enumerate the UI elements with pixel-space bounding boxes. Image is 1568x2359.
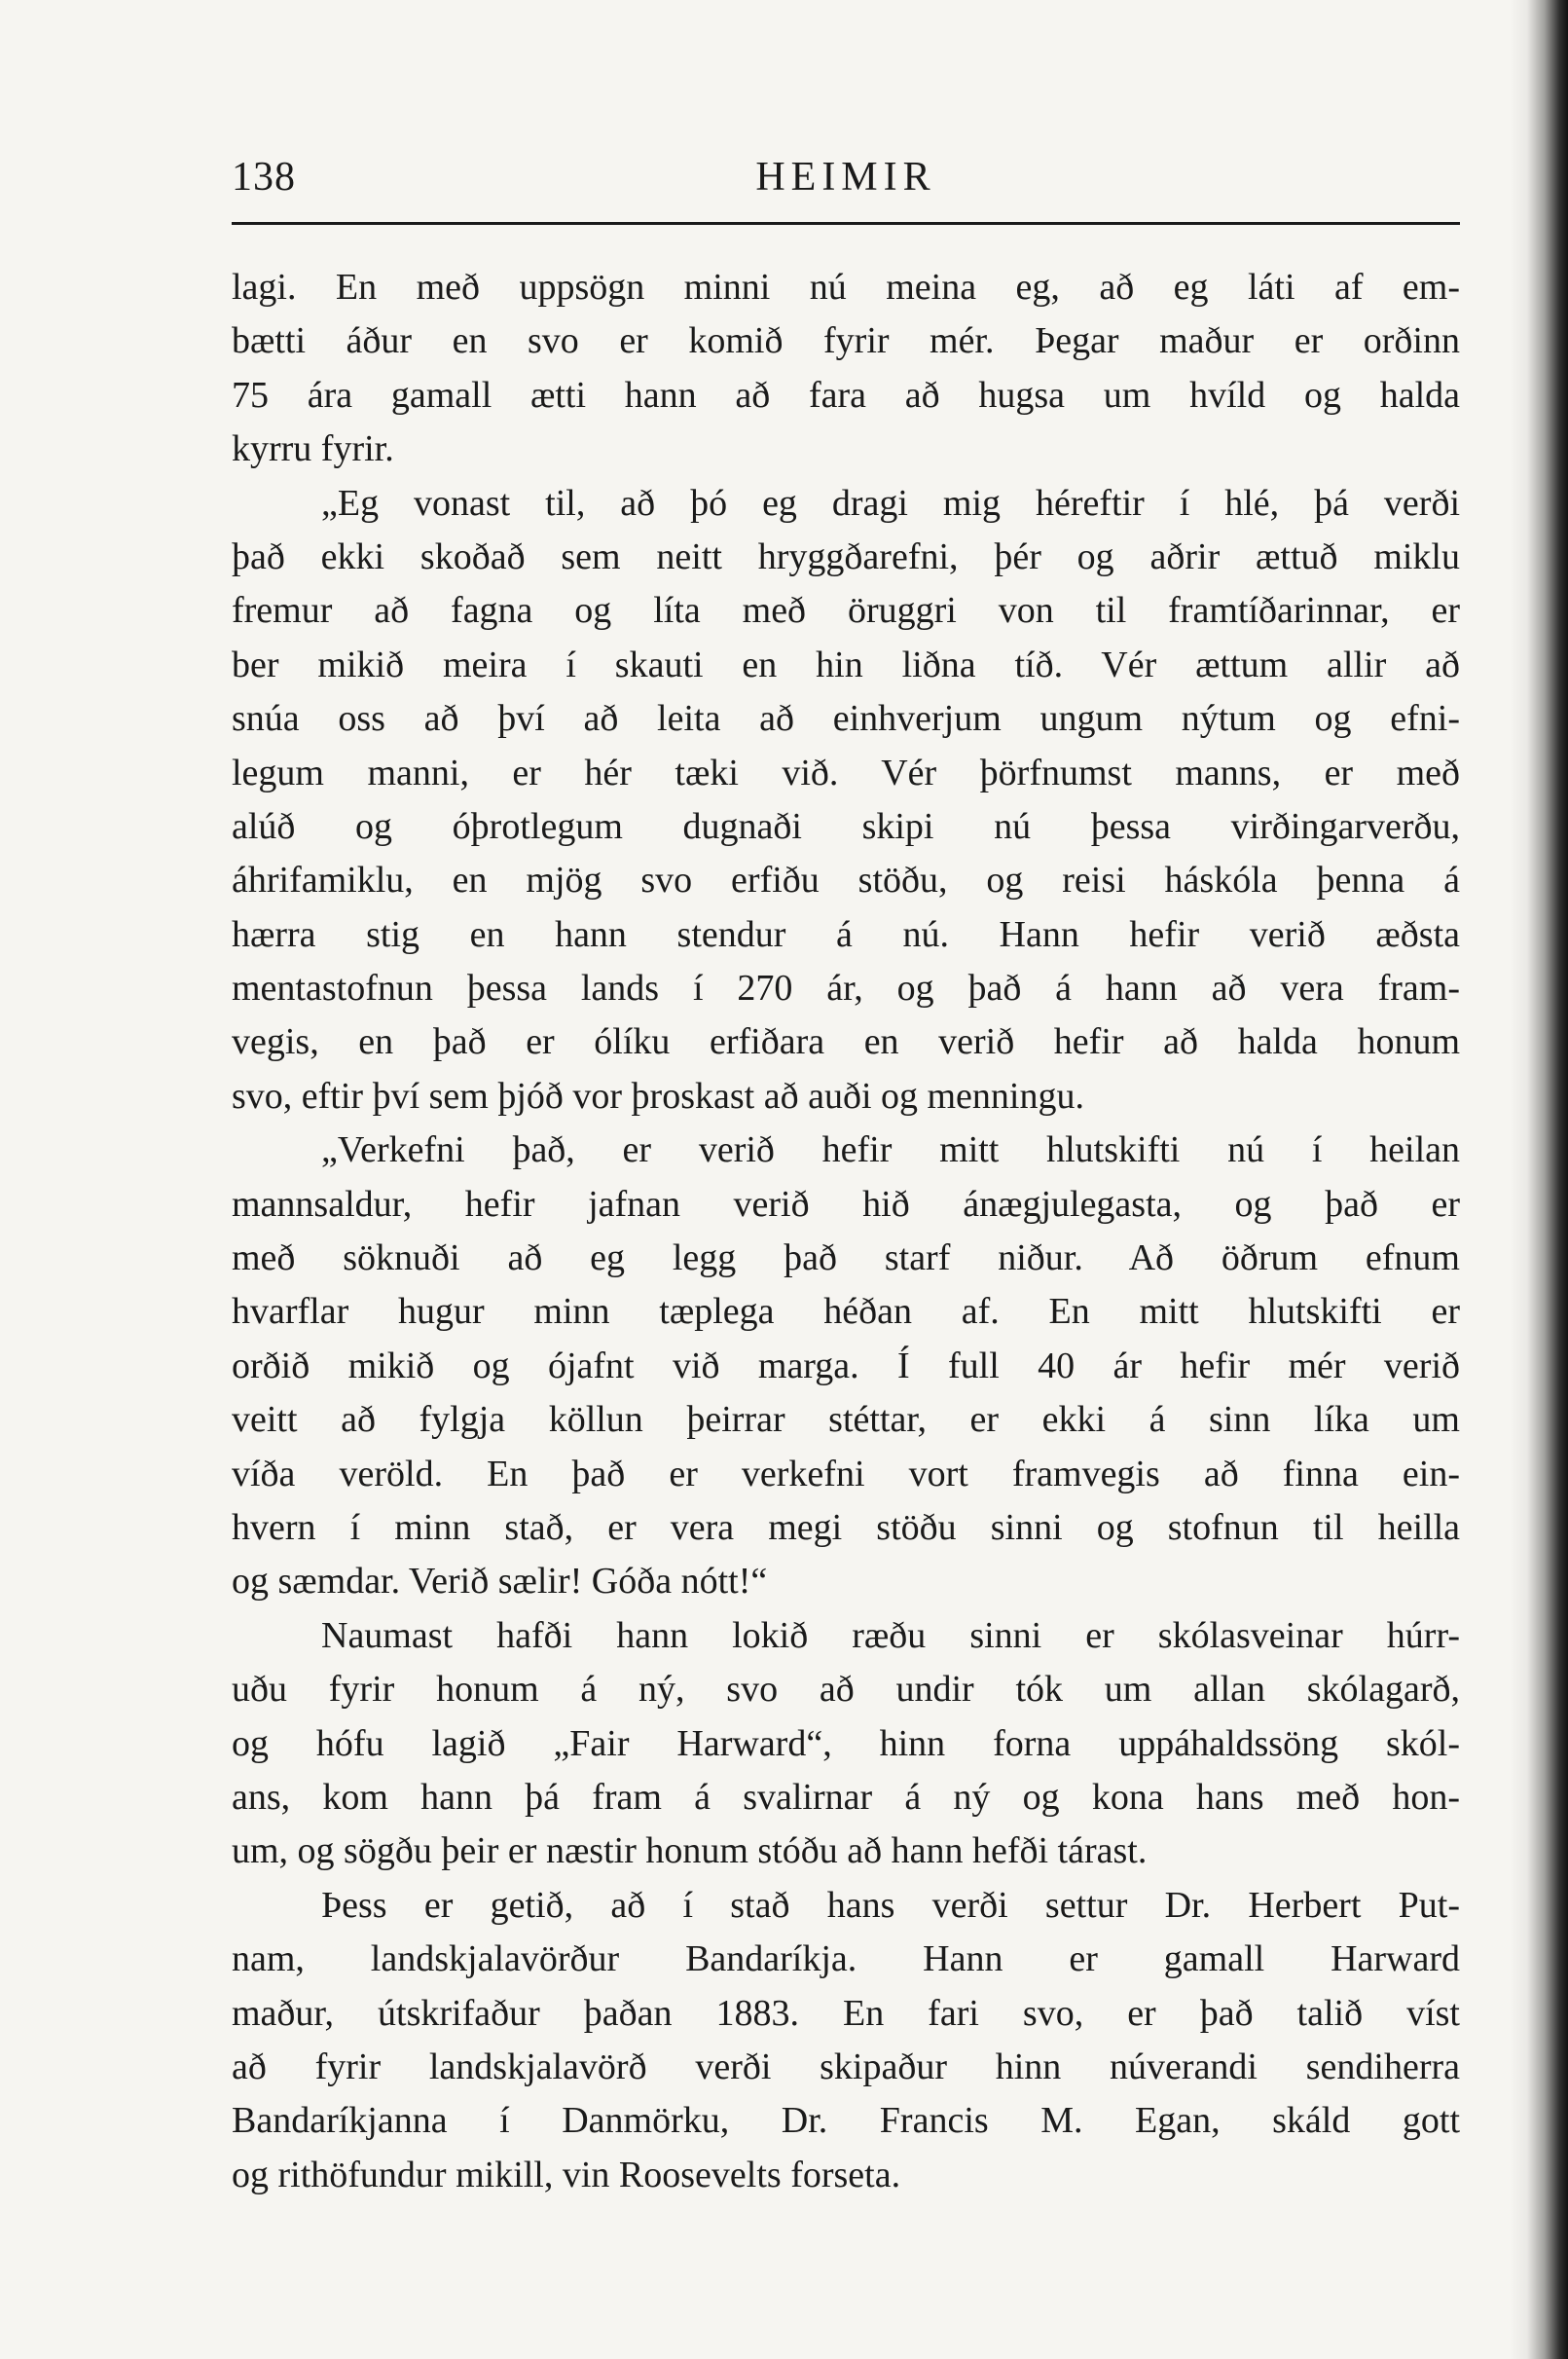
text-line: Bandaríkjanna í Danmörku, Dr. Francis M. Egan, skáld gott: [232, 2100, 1460, 2142]
text-line: það ekki skoðað sem neitt hryggðarefni, þér og aðrir ættuð miklu: [232, 535, 1460, 577]
text-line: vegis, en það er ólíku erfiðara en verið hefir að halda honum: [232, 1021, 1460, 1063]
text-line: Naumast hafði hann lokið ræðu sinni er skólasveinar húrr-: [321, 1614, 1460, 1656]
text-line: víða veröld. En það er verkefni vort framvegis að finna ein-: [232, 1453, 1460, 1494]
text-line: veitt að fylgja köllun þeirrar stéttar, er ekki á sinn líka um: [232, 1399, 1460, 1441]
text-line: snúa oss að því að leita að einhverjum ungum nýtum og efni-: [232, 698, 1460, 740]
text-line: ber mikið meira í skauti en hin liðna tíð. Vér ættum allir að: [232, 644, 1460, 685]
text-line: svo, eftir því sem þjóð vor þroskast að auði og menningu.: [232, 1075, 1084, 1117]
text-line: maður, útskrifaður þaðan 1883. En fari svo, er það talið víst: [232, 1992, 1460, 2034]
text-line: áhrifamiklu, en mjög svo erfiðu stöðu, og reisi háskóla þenna á: [232, 860, 1460, 902]
text-line: hærra stig en hann stendur á nú. Hann hefir verið æðsta: [232, 913, 1460, 955]
text-line: með söknuði að eg legg það starf niður. Að öðrum efnum: [232, 1237, 1460, 1279]
header-rule: [232, 222, 1460, 225]
text-line: orðið mikið og ójafnt við marga. Í full 40 ár hefir mér verið: [232, 1345, 1460, 1386]
text-line: og rithöfundur mikill, vin Roosevelts forseta.: [232, 2154, 901, 2195]
text-line: „Eg vonast til, að þó eg dragi mig héreftir í hlé, þá verði: [321, 482, 1460, 524]
text-line: hvern í minn stað, er vera megi stöðu sinni og stofnun til heilla: [232, 1506, 1460, 1548]
text-line: 75 ára gamall ætti hann að fara að hugsa um hvíld og halda: [232, 374, 1460, 416]
text-line: mentastofnun þessa lands í 270 ár, og það á hann að vera fram-: [232, 968, 1460, 1010]
text-line: uðu fyrir honum á ný, svo að undir tók um allan skólagarð,: [232, 1669, 1460, 1711]
binding-shadow: [1510, 0, 1568, 2359]
text-line: Þess er getið, að í stað hans verði settur Dr. Herbert Put-: [321, 1884, 1460, 1926]
text-line: um, og sögðu þeir er næstir honum stóðu að hann hefði tárast.: [232, 1830, 1148, 1872]
page-header: [232, 146, 1460, 214]
text-line: að fyrir landskjalavörð verði skipaður hinn núverandi sendiherra: [232, 2046, 1460, 2087]
text-line: alúð og óþrotlegum dugnaði skipi nú þessa virðingarverðu,: [232, 805, 1460, 847]
text-line: og hófu lagið „Fair Harward“, hinn forna uppáhaldssöng skól-: [232, 1722, 1460, 1764]
text-line: og sæmdar. Verið sælir! Góða nótt!“: [232, 1561, 768, 1603]
text-line: ans, kom hann þá fram á svalirnar á ný og kona hans með hon-: [232, 1776, 1460, 1818]
text-line: legum manni, er hér tæki við. Vér þörfnumst manns, er með: [232, 752, 1460, 793]
text-line: kyrru fyrir.: [232, 428, 394, 470]
text-line: nam, landskjalavörður Bandaríkja. Hann er gamall Harward: [232, 1938, 1460, 1980]
text-line: mannsaldur, hefir jafnan verið hið ánægjulegasta, og það er: [232, 1183, 1460, 1225]
text-line: hvarflar hugur minn tæplega héðan af. En mitt hlutskifti er: [232, 1291, 1460, 1333]
running-title: HEIMIR: [755, 155, 936, 200]
text-line: bætti áður en svo er komið fyrir mér. Þegar maður er orðinn: [232, 320, 1460, 362]
page-number: 138: [232, 155, 296, 200]
body-text: [232, 261, 1460, 2202]
text-line: „Verkefni það, er verið hefir mitt hlutskifti nú í heilan: [321, 1129, 1460, 1171]
text-line: lagi. En með uppsögn minni nú meina eg, að eg láti af em-: [232, 267, 1460, 308]
text-line: fremur að fagna og líta með öruggri von til framtíðarinnar, er: [232, 590, 1460, 632]
